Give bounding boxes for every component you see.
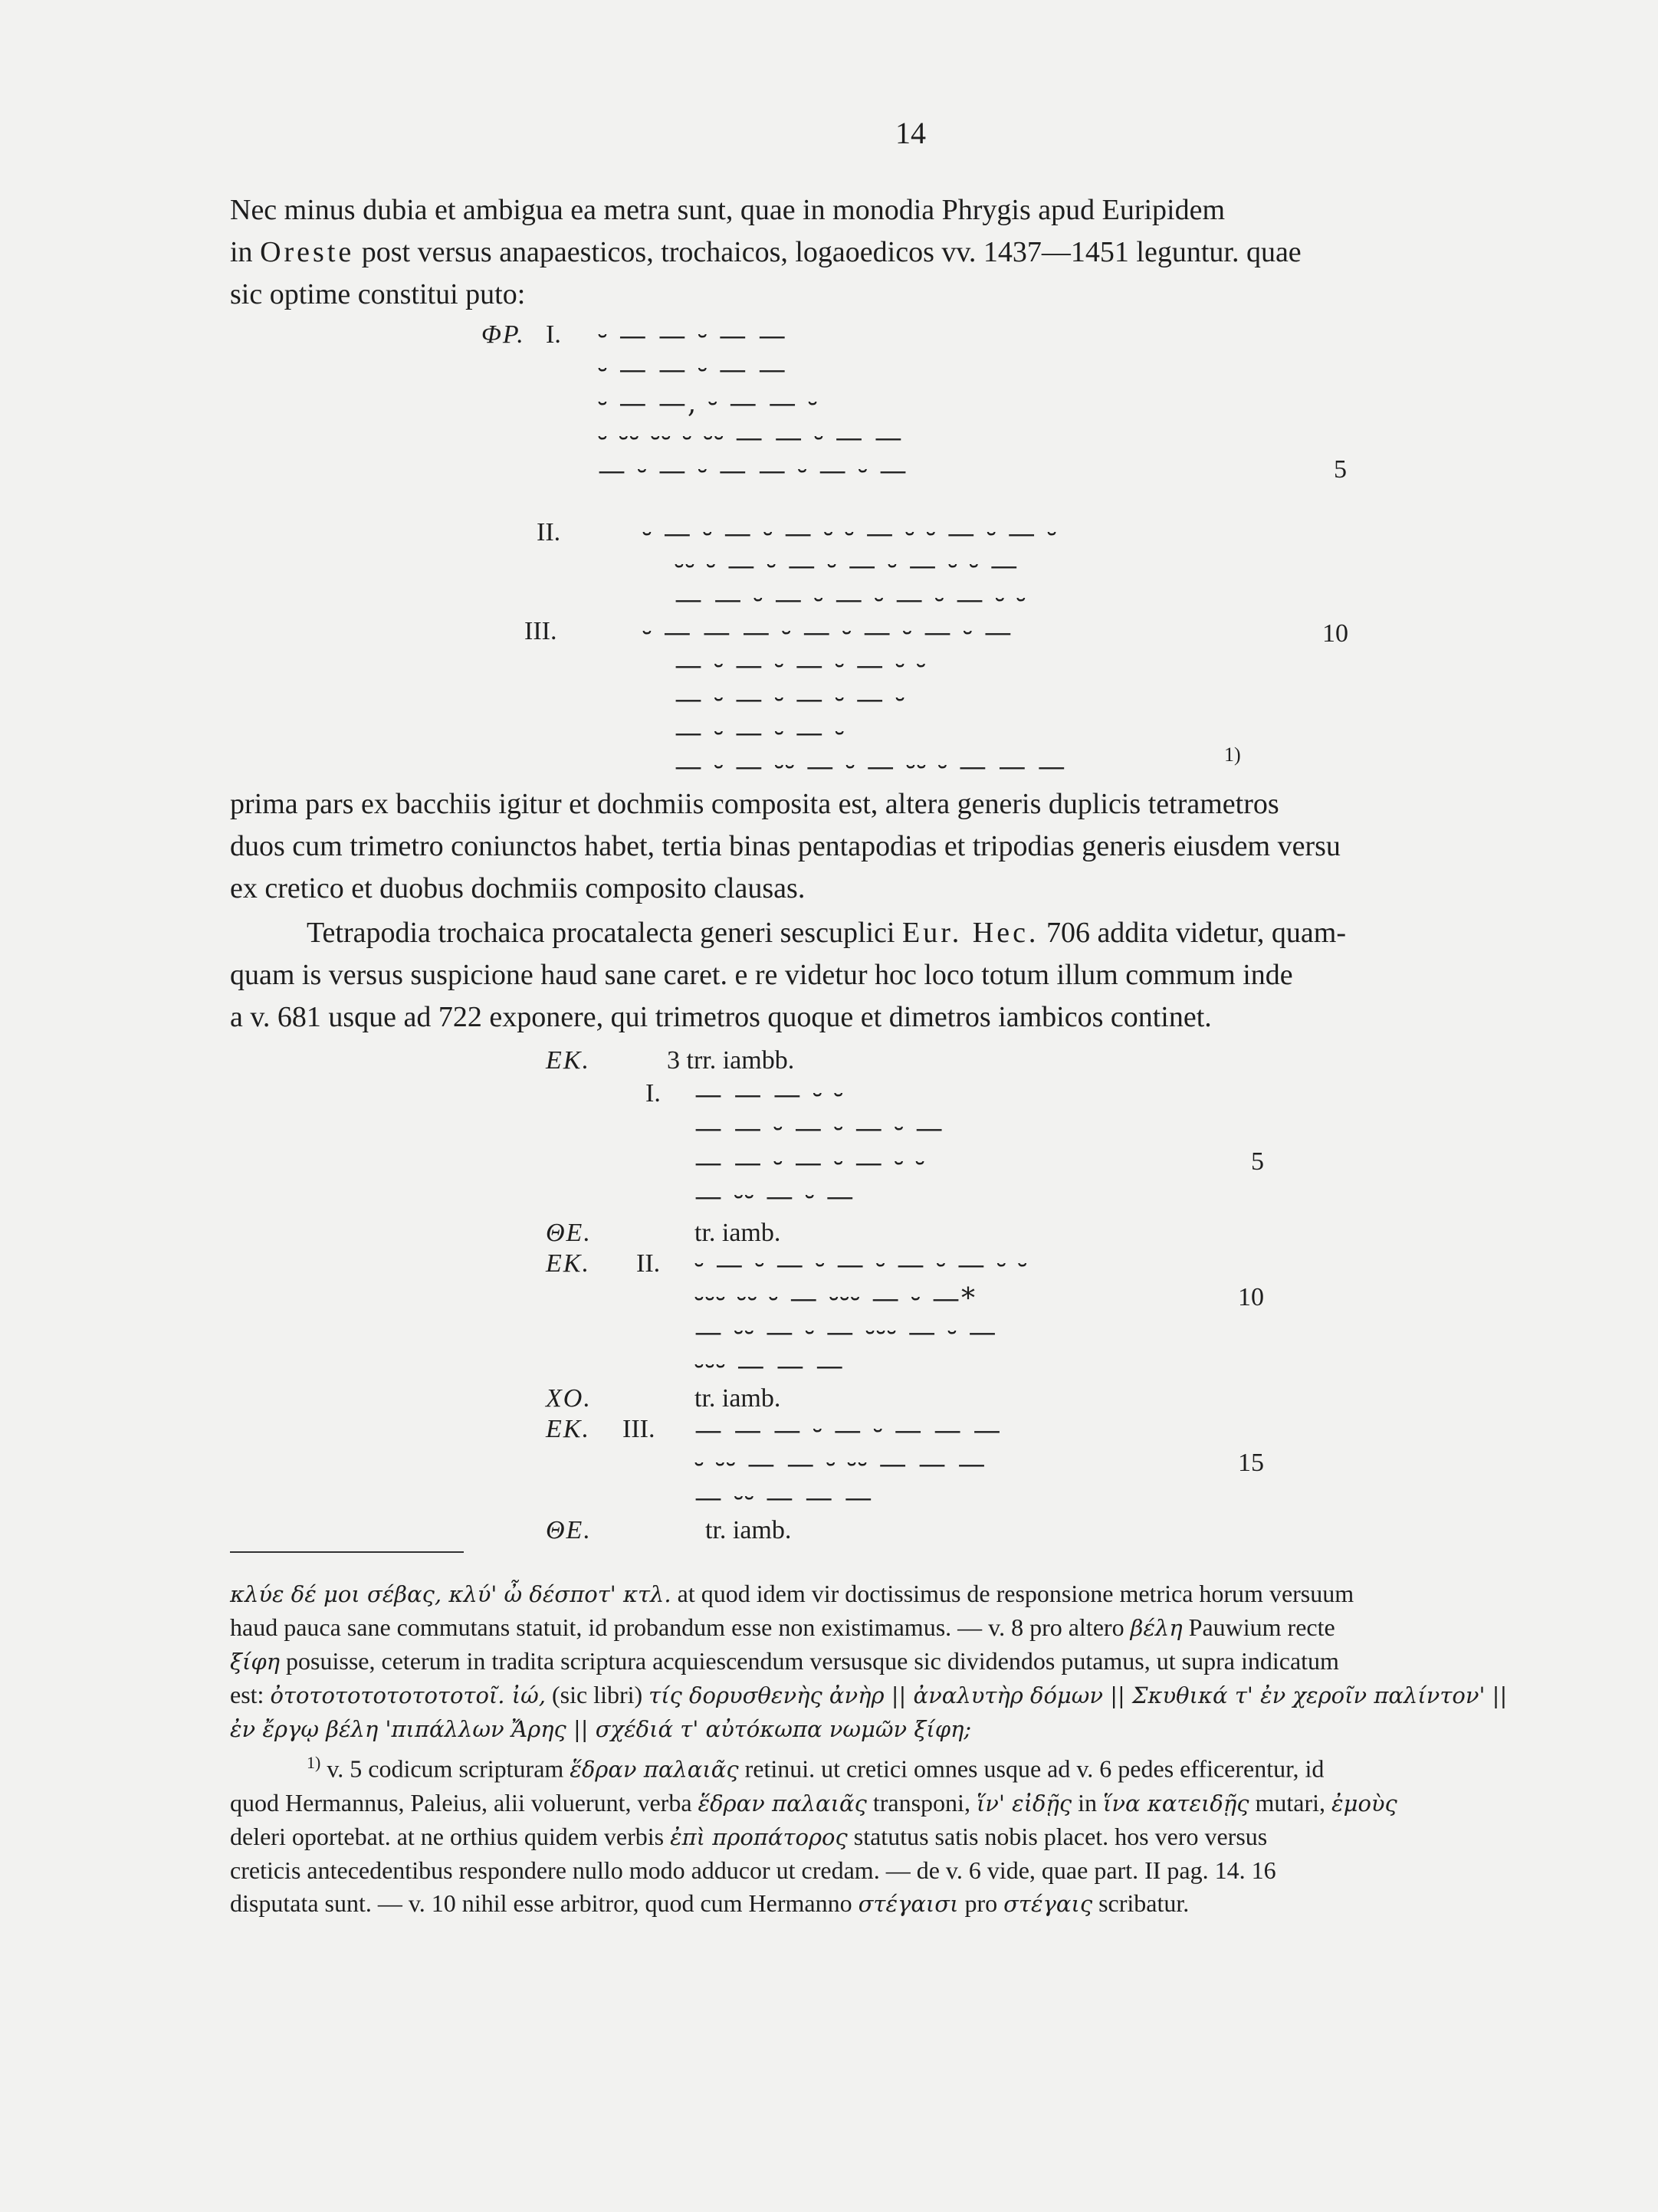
metrical-line: — — ⏑ — ⏑ — ⏑ ⏑ <box>694 1147 927 1179</box>
metrical-line: — — ⏑ — ⏑ — ⏑ — <box>694 1113 945 1144</box>
metrical-line: ⏑ ⏑⏑ — — ⏑ ⏑⏑ — — — <box>694 1449 987 1480</box>
metrical-line: — ⏑ — ⏑ — ⏑ <box>675 717 846 749</box>
speaker-label: ΘΕ. <box>546 1219 592 1247</box>
speaker-label: ΘΕ. <box>546 1516 592 1544</box>
footnote-line: quod Hermannus, Paleius, alii voluerunt, verba ἕδραν παλαιᾶς transponi, ἵν' εἰδῇς in ἵνα κατειδῇς mutari, ἐμοὺς <box>230 1788 1397 1817</box>
section-label: I. <box>546 320 561 349</box>
text-line: a v. 681 usque ad 722 exponere, qui trimetros quoque et dimetros iambicos continet. <box>230 1001 1212 1033</box>
footnote-line: est: ὀτοτοτοτοτοτοτοτοῖ. ἰώ, (sic libri) τίς δορυσθενὴς ἀνὴρ || ἀναλυτὴρ δόμων || Σκυθικά τ' ἐν χεροῖν παλίντον' || <box>230 1681 1508 1708</box>
speaker-label: ΕΚ. <box>546 1249 590 1278</box>
section-label: II. <box>537 518 561 546</box>
paragraph-analysis <box>230 783 1588 910</box>
work-title: Oreste <box>260 236 355 268</box>
metrical-line: ⏑ ⏑⏑ ⏑⏑ ⏑ ⏑⏑ — — ⏑ — — <box>598 422 904 454</box>
line-number: 15 <box>1238 1449 1264 1477</box>
speaker-label: ΦΡ. <box>481 320 525 349</box>
section-label: II. <box>636 1249 661 1278</box>
footnote-line: $^{1)}$ v. 5 codicum scripturam ἕδραν παλαιᾶς retinui. ut cretici omnes usque ad v. 6 pedes efficerentur, id <box>307 1753 1325 1783</box>
text-line: Tetrapodia trochaica procatalecta generi sescuplici Eur. Hec. 706 addita videtur, quam- <box>307 917 1346 949</box>
scheme-heading: 3 trr. iambb. <box>667 1046 795 1075</box>
text-line: duos cum trimetro coniunctos habet, tertia binas pentapodias et tripodias generis eiusdem versu <box>230 830 1341 862</box>
footnote-marker: 1) <box>1224 743 1241 766</box>
speaker-label: ΧΟ. <box>546 1384 592 1413</box>
line-number: 10 <box>1322 619 1348 648</box>
page-number: 14 <box>895 116 926 150</box>
metrical-line: ⏑ — — ⏑ — — <box>598 320 788 352</box>
footnote-line: ἐν ἔργῳ βέλη 'πιπάλλων Ἄρης || σχέδιά τ' αὐτόκωπα νωμῶν ξίφη; <box>230 1716 972 1742</box>
speaker-label: ΕΚ. <box>546 1415 590 1443</box>
footnote-line: κλύε δέ μοι σέβας, κλύ' ὦ δέσποτ' κτλ. at quod idem vir doctissimus de responsione metrica horum versuum <box>230 1580 1354 1607</box>
metrical-line: — ⏑⏑ — ⏑ — ⏑⏑⏑ — ⏑ — <box>694 1317 998 1348</box>
text-line: Nec minus dubia et ambigua ea metra sunt, quae in monodia Phrygis apud Euripidem <box>230 194 1226 226</box>
text-line: quam is versus suspicione haud sane caret. e re videtur hoc loco totum illum commum inde <box>230 959 1293 991</box>
footnote-line: creticis antecedentibus respondere nullo modo adducor ut credam. — de v. 6 vide, quae part. II pag. 14. 16 <box>230 1856 1276 1884</box>
section-label: I. <box>645 1079 661 1108</box>
scheme-heading: tr. iamb. <box>694 1384 781 1413</box>
text-line: sic optime constitui puto: <box>230 278 526 310</box>
metrical-line: — — — ⏑ ⏑ <box>694 1079 845 1111</box>
line-number: 5 <box>1334 455 1347 484</box>
scheme-heading: tr. iamb. <box>705 1516 792 1544</box>
work-reference: Eur. Hec. <box>901 917 1039 949</box>
footnote-line: disputata sunt. — v. 10 nihil esse arbitror, quod cum Hermanno στέγαισι pro στέγαις scribatur. <box>230 1889 1190 1917</box>
paragraph-hecuba <box>230 912 1588 1039</box>
section-label: III. <box>622 1415 655 1443</box>
metrical-line: ⏑ — — ⏑ — — <box>598 354 788 386</box>
footnotes <box>230 1577 1588 1921</box>
footnote-line: ξίφη posuisse, ceterum in tradita scriptura acquiescendum versusque sic dividendos putamus, ut supra indicatum <box>230 1647 1339 1675</box>
footnote-line: deleri oportebat. at ne orthius quidem verbis ἐπὶ προπάτορος statutus satis nobis placet. hos vero versus <box>230 1822 1268 1850</box>
line-number: 10 <box>1238 1283 1264 1311</box>
metrical-line: — ⏑ — ⏑ — ⏑ — ⏑ ⏑ <box>675 650 927 681</box>
speaker-label: ΕΚ. <box>546 1046 590 1075</box>
metrical-line: ⏑ — — — ⏑ — ⏑ — ⏑ — ⏑ — <box>642 617 1013 648</box>
metrical-line: — ⏑⏑ — — — <box>694 1482 874 1514</box>
metrical-line: — ⏑ — ⏑⏑ — ⏑ — ⏑⏑ ⏑ — — — <box>675 751 1067 783</box>
line-number: 5 <box>1251 1147 1264 1176</box>
metrical-line: ⏑⏑⏑ — — — <box>694 1351 845 1382</box>
section-label: III. <box>524 617 557 645</box>
metrical-line: ⏑ — —, ⏑ — — ⏑ <box>598 388 819 419</box>
metrical-line: ⏑⏑ ⏑ — ⏑ — ⏑ — ⏑ — ⏑ ⏑ — <box>675 550 1019 582</box>
footnote-marker: 1) <box>307 1753 321 1772</box>
text-line: ex cretico et duobus dochmiis composito clausas. <box>230 872 806 904</box>
footnote-rule <box>230 1551 464 1553</box>
metrical-line: — — — ⏑ — ⏑ — — — <box>694 1415 1003 1446</box>
metrical-line: — ⏑ — ⏑ — ⏑ — ⏑ <box>675 684 907 715</box>
paragraph-intro <box>230 189 1588 316</box>
metrical-line: — ⏑⏑ — ⏑ — <box>694 1181 855 1213</box>
footnote-line: haud pauca sane commutans statuit, id probandum esse non existimamus. — v. 8 pro altero βέλη Pauwium recte <box>230 1613 1335 1641</box>
metrical-line: ⏑ — ⏑ — ⏑ — ⏑ ⏑ — ⏑ ⏑ — ⏑ — ⏑ <box>642 518 1059 550</box>
metrical-line: — — ⏑ — ⏑ — ⏑ — ⏑ — ⏑ ⏑ <box>675 584 1027 615</box>
scheme-heading: tr. iamb. <box>694 1219 781 1247</box>
metrical-line: ⏑ — ⏑ — ⏑ — ⏑ — ⏑ — ⏑ ⏑ <box>694 1249 1029 1281</box>
metrical-line: — ⏑ — ⏑ — — ⏑ — ⏑ — <box>598 455 908 487</box>
text-line: prima pars ex bacchiis igitur et dochmiis composita est, altera generis duplicis tetrametros <box>230 788 1279 820</box>
metrical-line: ⏑⏑⏑ ⏑⏑ ⏑ — ⏑⏑⏑ — ⏑ —* <box>694 1283 977 1314</box>
text-line: in Oreste post versus anapaesticos, trochaicos, logaoedicos vv. 1437—1451 leguntur. quae <box>230 236 1302 268</box>
